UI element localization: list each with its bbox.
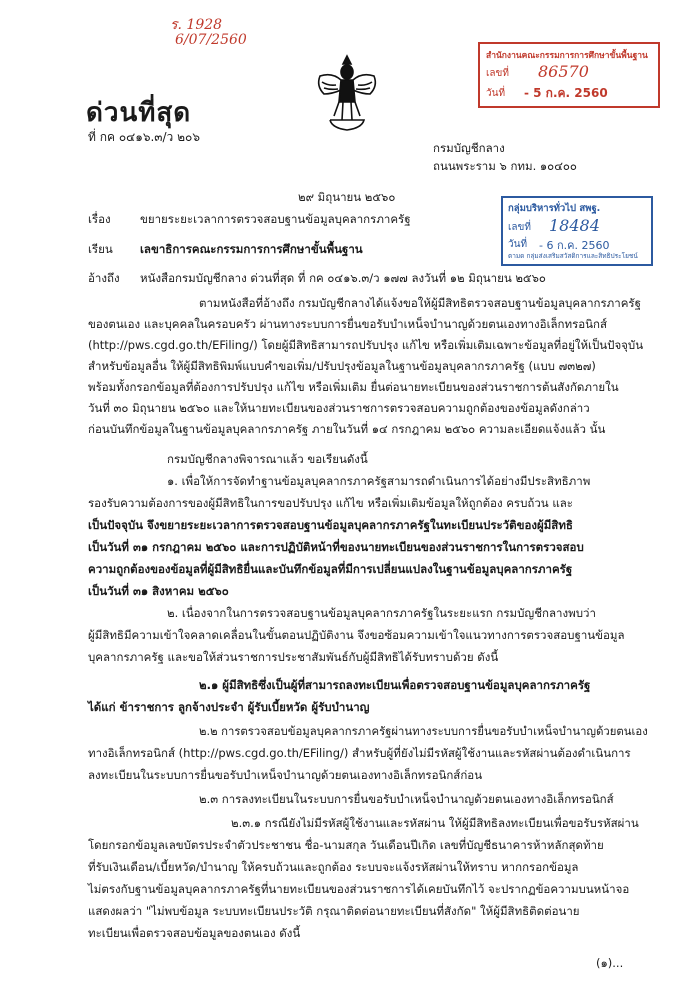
stamp-mid-no-value: 18484 [549, 216, 600, 235]
urgency-label: ด่วนที่สุด [86, 98, 192, 128]
body-line: ที่รับเงินเดือน/เบี้ยหวัด/บำนาญ ให้ครบถ้วนและถูกต้อง ระบบจะแจ้งรหัสผ่านให้ทราบ หากกรอกข้อมูล [88, 860, 579, 874]
body-line: ๒.๓.๑ กรณียังไม่มีรหัสผู้ใช้งานและรหัสผ่าน ให้ผู้มีสิทธิลงทะเบียนเพื่อขอรับรหัสผ่าน [231, 816, 639, 830]
receipt-stamp-top [478, 42, 660, 108]
handwritten-date: 6/07/2560 [175, 32, 247, 48]
body-line: สำหรับข้อมูลอื่น ให้ผู้มีสิทธิพิมพ์แบบคำขอเพิ่ม/ปรับปรุงข้อมูลในฐานข้อมูลบุคลากรภาครัฐ (แบบ ๗๓๒๗) [88, 359, 596, 373]
body-line: บุคลากรภาครัฐ และขอให้ส่วนราชการประชาสัมพันธ์กับผู้มีสิทธิได้รับทราบด้วย ดังนี้ [88, 650, 499, 664]
stamp-top-date-value: - 5 ก.ค. 2560 [524, 86, 608, 100]
stamp-mid-footer: ตามด กลุ่มส่งเสริมสวัสดิการและสิทธิประโยชน์ [508, 252, 638, 260]
body-line: เป็นวันที่ ๓๑ กรกฎาคม ๒๕๖๐ และการปฏิบัติหน้าที่ของนายทะเบียนของส่วนราชการในการตรวจสอบ [88, 540, 584, 554]
body-line: รองรับความต้องการของผู้มีสิทธิในการขอปรับปรุง แก้ไข หรือเพิ่มเติมข้อมูลให้ถูกต้อง ครบถ้วน และ [88, 496, 573, 510]
reference-label: อ้างถึง [88, 271, 120, 285]
page-footer: (๑)... [596, 956, 624, 970]
body-line: ทะเบียนเพื่อตรวจสอบข้อมูลของตนเอง ดังนี้ [88, 926, 301, 940]
document-number: ที่ กค ๐๔๑๖.๓/ว ๒๐๖ [88, 130, 200, 144]
garuda-emblem [312, 50, 382, 136]
body-line: วันที่ ๓๐ มิถุนายน ๒๕๖๐ และให้นายทะเบียนของส่วนราชการตรวจสอบความถูกต้องของข้อมูลดังกล่าว [88, 401, 590, 415]
body-line: ๒.๑ ผู้มีสิทธิซึ่งเป็นผู้ที่สามารถลงทะเบียนเพื่อตรวจสอบฐานข้อมูลบุคลากรภาครัฐ [199, 678, 591, 692]
body-line: ๑. เพื่อให้การจัดทำฐานข้อมูลบุคลากรภาครัฐสามารถดำเนินการได้อย่างมีประสิทธิภาพ [167, 474, 591, 488]
stamp-top-date-label: วันที่ [486, 88, 506, 99]
body-line: ทางอิเล็กทรอนิกส์ (http://pws.cgd.go.th/EFiling/) สำหรับผู้ที่ยังไม่มีรหัสผู้ใช้งานและรหัสผ่านต้องดำเนินการ [88, 746, 631, 760]
body-line: เป็นปัจจุบัน จึงขยายระยะเวลาการตรวจสอบฐานข้อมูลบุคลากรภาครัฐในทะเบียนประวัติของผู้มีสิทธิ [88, 518, 573, 532]
body-line: แสดงผลว่า "ไม่พบข้อมูล ระบบทะเบียนประวัติ กรุณาติดต่อนายทะเบียนที่สังกัด" ให้ผู้มีสิทธิติดต่อนาย [88, 904, 580, 918]
reference-text: หนังสือกรมบัญชีกลาง ด่วนที่สุด ที่ กค ๐๔๑๖.๓/ว ๑๗๗ ลงวันที่ ๑๒ มิถุนายน ๒๕๖๐ [140, 271, 546, 285]
stamp-mid-no-label: เลขที่ [508, 222, 531, 233]
to-label: เรียน [88, 242, 113, 256]
stamp-top-no-label: เลขที่ [486, 68, 509, 79]
subject-text: ขยายระยะเวลาการตรวจสอบฐานข้อมูลบุคลากรภาครัฐ [140, 212, 411, 226]
body-line: ๒. เนื่องจากในการตรวจสอบฐานข้อมูลบุคลากรภาครัฐในระยะแรก กรมบัญชีกลางพบว่า [167, 606, 596, 620]
body-line: ตามหนังสือที่อ้างถึง กรมบัญชีกลางได้แจ้งขอให้ผู้มีสิทธิตรวจสอบฐานข้อมูลบุคลากรภาครัฐ [199, 296, 641, 310]
receipt-stamp-mid [501, 196, 653, 266]
body-line: ความถูกต้องของข้อมูลที่ผู้มีสิทธิยื่นและบันทึกข้อมูลที่มีการเปลี่ยนแปลงในฐานข้อมูลบุคลากรภาครัฐ [88, 562, 573, 576]
body-line: ได้แก่ ข้าราชการ ลูกจ้างประจำ ผู้รับเบี้ยหวัด ผู้รับบำนาญ [88, 700, 370, 714]
body-line: กรมบัญชีกลางพิจารณาแล้ว ขอเรียนดังนี้ [167, 452, 368, 466]
stamp-mid-org: กลุ่มบริหารทั่วไป สพฐ. [508, 203, 601, 214]
body-line: ลงทะเบียนในระบบการยื่นขอรับบำเหน็จบำนาญด้วยตนเองทางอิเล็กทรอนิกส์ก่อน [88, 768, 483, 782]
stamp-mid-date-label: วันที่ [508, 239, 528, 250]
body-line: โดยกรอกข้อมูลเลขบัตรประจำตัวประชาชน ชื่อ-นามสกุล วันเดือนปีเกิด เลขที่บัญชีธนาคารห้าหลักสุดท้าย [88, 838, 604, 852]
body-line: ก่อนบันทึกข้อมูลในฐานข้อมูลบุคลากรภาครัฐ ภายในวันที่ ๑๔ กรกฎาคม ๒๕๖๐ ความละเอียดแจ้งแล้ว นั้น [88, 422, 606, 436]
body-line: พร้อมทั้งกรอกข้อมูลที่ต้องการปรับปรุง แก้ไข หรือเพิ่มเติม ยื่นต่อนายทะเบียนของส่วนราชการต้นสังกัดภายใน [88, 380, 619, 394]
stamp-mid-date-value: - 6 ก.ค. 2560 [539, 239, 610, 252]
body-line: เป็นวันที่ ๓๑ สิงหาคม ๒๕๖๐ [88, 584, 229, 598]
handwritten-ref: ร. 1928 [170, 17, 223, 33]
body-line: ๒.๓ การลงทะเบียนในระบบการยื่นขอรับบำเหน็จบำนาญด้วยตนเองทางอิเล็กทรอนิกส์ [199, 792, 614, 806]
to-text: เลขาธิการคณะกรรมการการศึกษาขั้นพื้นฐาน [140, 242, 363, 256]
body-line: (http://pws.cgd.go.th/EFiling/) โดยผู้มีสิทธิสามารถปรับปรุง แก้ไข หรือเพิ่มเติมเฉพาะข้อมูลที่อยู่ให้เป็นปัจจุบัน [88, 338, 644, 352]
stamp-top-org: สำนักงานคณะกรรมการการศึกษาขั้นพื้นฐาน [486, 51, 648, 61]
sender-address: ถนนพระราม ๖ กทม. ๑๐๔๐๐ [433, 159, 577, 173]
stamp-top-no-value: 86570 [538, 62, 589, 81]
body-line: ผู้มีสิทธิมีความเข้าใจคลาดเคลื่อนในขั้นตอนปฏิบัติงาน จึงขอซ้อมความเข้าใจแนวทางการตรวจสอบฐานข้อมูล [88, 628, 625, 642]
document-date: ๒๙ มิถุนายน ๒๕๖๐ [298, 190, 396, 204]
sender-name: กรมบัญชีกลาง [433, 141, 505, 155]
body-line: ของตนเอง และบุคคลในครอบครัว ผ่านทางระบบการยื่นขอรับบำเหน็จบำนาญด้วยตนเองทางอิเล็กทรอนิกส์ [88, 317, 608, 331]
body-line: ๒.๒ การตรวจสอบข้อมูลบุคลากรภาครัฐผ่านทางระบบการยื่นขอรับบำเหน็จบำนาญด้วยตนเอง [199, 724, 648, 738]
body-line: ไม่ตรงกับฐานข้อมูลบุคลากรภาครัฐที่นายทะเบียนของส่วนราชการได้เคยบันทึกไว้ จะปรากฏข้อความบนหน้าจอ [88, 882, 630, 896]
subject-label: เรื่อง [88, 212, 111, 226]
